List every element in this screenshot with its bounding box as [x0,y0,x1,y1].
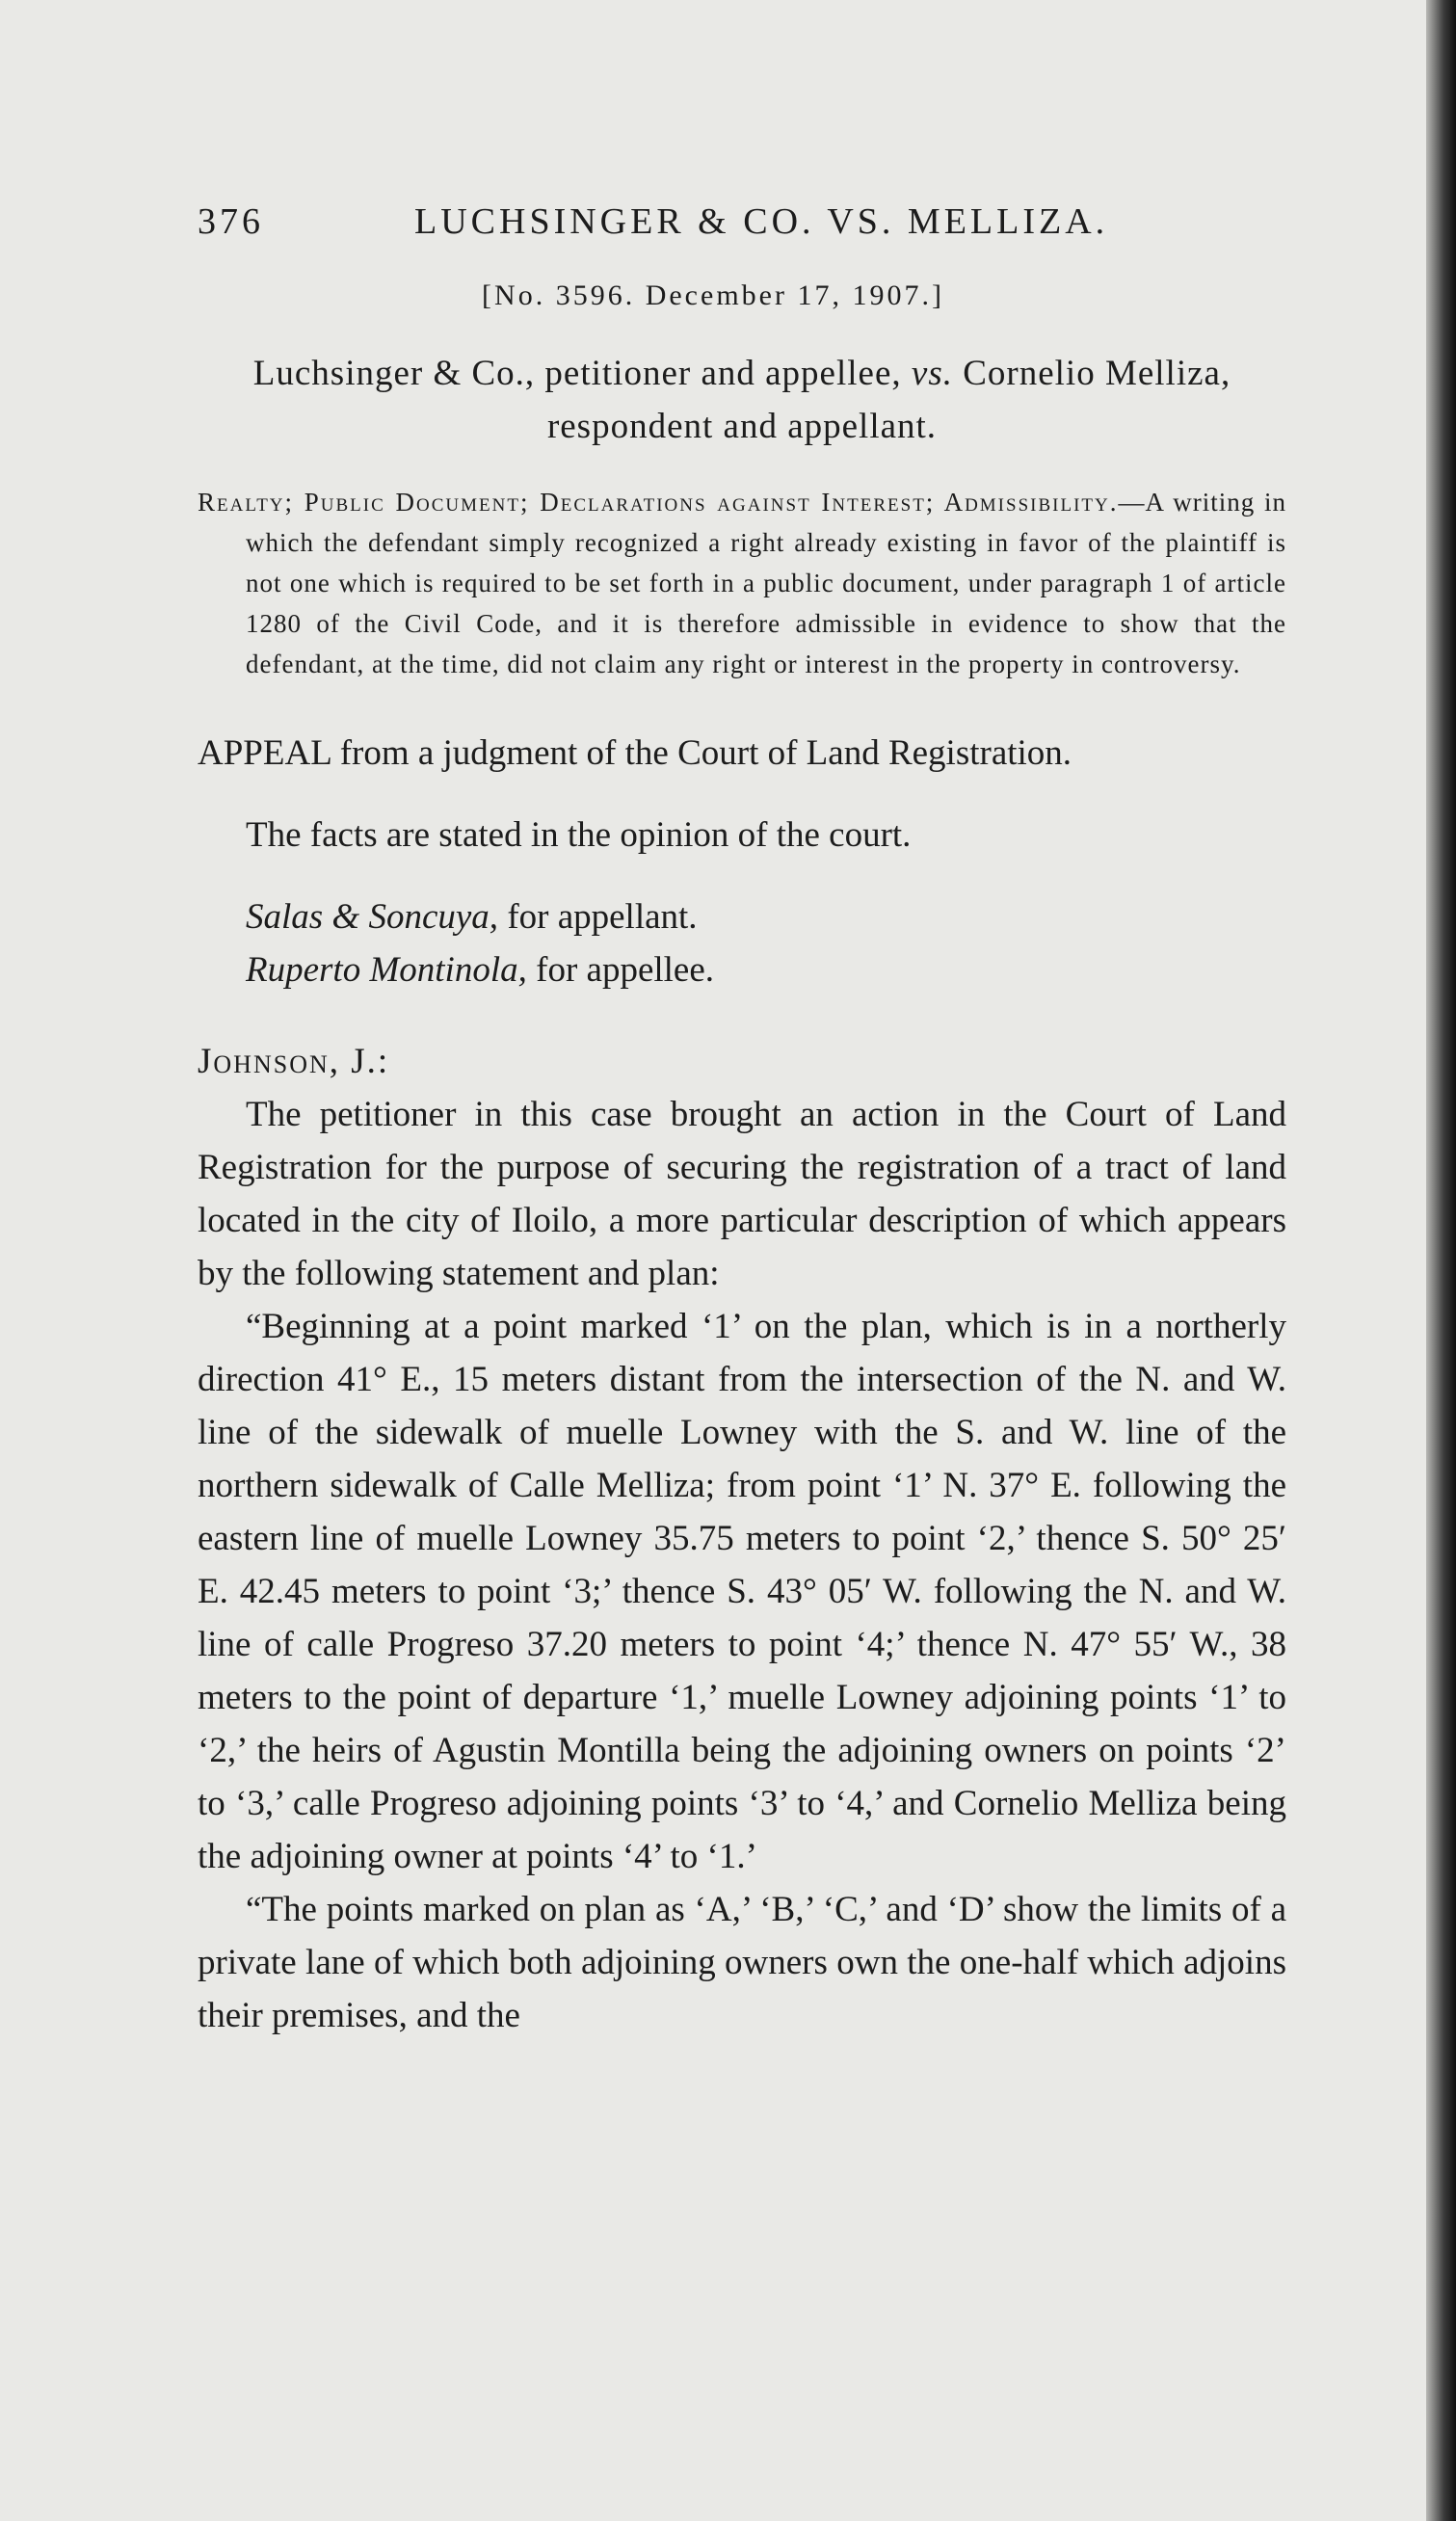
syllabus [198,482,1286,684]
appellee-counsel [198,943,1286,996]
appellee-counsel-role: for appellee. [536,950,715,990]
appeal-line [198,727,1286,780]
appeal-text: from a judgment of the Court of Land Registration. [339,733,1072,773]
headnote-text: —A writing in which the defendant simply recognized a right already existing in favor of the plaintiff is not one which is required to be set forth in a public document, under paragraph 1 of article 1280 of the Civil Code, and it is therefore admissible in evidence to show that the defendant, at the time, did not claim any right or interest in the property in controversy. [246,488,1286,678]
appellant-counsel [198,890,1286,943]
page-body [198,347,1286,2042]
docket-line: [No. 3596. December 17, 1907.] [482,279,944,311]
counsel-block [198,890,1286,996]
appellant-counsel-role: for appellant. [507,897,698,937]
petitioner-line: Luchsinger & Co., petitioner and appellee, [252,354,902,393]
page-number: 376 [198,201,264,242]
opinion-paragraph: The petitioner in this case brought an action in the Court of Land Registration for the purpose of securing the registration of a tract of land located in the city of Iloilo, a more particular description of which appears by the following statement and plan: [198,1095,1286,1293]
respondent-line: Cornelio Melliza, respondent and appellant. [546,354,1231,446]
appellee-counsel-name: Ruperto Montinola, [246,950,527,990]
headnote-terms: Realty; Public Document; Declarations against Interest; Admissibility. [198,488,1119,517]
appellant-counsel-name: Salas & Soncuya, [246,897,499,937]
appeal-lead: APPEAL [198,733,331,773]
running-title: LUCHSINGER & CO. VS. MELLIZA. [414,201,1109,242]
case-parties [198,347,1286,453]
plan-points-paragraph: “The points marked on plan as ‘A,’ ‘B,’ ‘C,’ and ‘D’ show the limits of a private lane of which both adjoining owners own the one-half which adjoins their premises, and the [198,1890,1286,2035]
page-edge-shadow [1426,0,1456,2521]
facts-statement: The facts are stated in the opinion of the court. [246,815,912,855]
property-description-paragraph: “Beginning at a point marked ‘1’ on the plan, which is in a northerly direction 41° E., 15 meters distant from the intersection of the N. and W. line of the sidewalk of muelle Lowney with the S. and W. line of the northern sidewalk of Calle Melliza; from point ‘1’ N. 37° E. following the eastern line of muelle Lowney 35.75 meters to point ‘2,’ thence S. 50° 25′ E. 42.45 meters to point ‘3;’ thence S. 43° 05′ W. following the N. and W. line of calle Progreso 37.20 meters to point ‘4;’ thence N. 47° 55′ W., 38 meters to the point of departure ‘1,’ muelle Lowney adjoining points ‘1’ to ‘2,’ the heirs of Agustin Montilla being the adjoining owners on points ‘2’ to ‘3,’ calle Progreso adjoining points ‘3’ to ‘4,’ and Cornelio Melliza being the adjoining owner at points ‘4’ to ‘1.’ [198,1307,1286,1876]
versus: vs. [911,354,953,393]
judge-name: Johnson, J.: [198,1042,390,1081]
